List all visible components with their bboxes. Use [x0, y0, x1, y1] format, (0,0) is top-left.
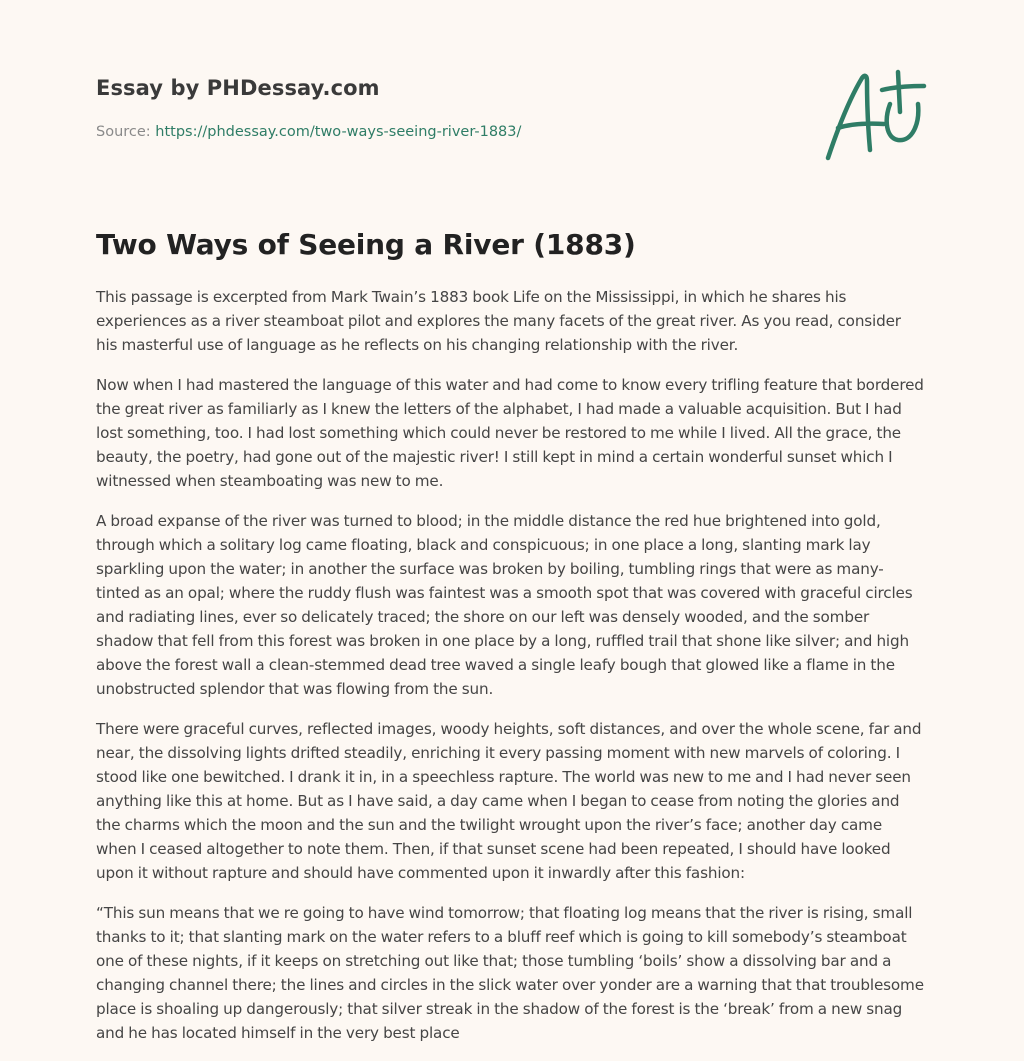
essay-body [96, 285, 926, 1061]
essay-paragraph: “This sun means that we re going to have wind tomorrow; that floating log means that the river is rising, small thanks to it; that slanting mark on the water refers to a bluff reef which is going to kill somebody’s steamboat one of these nights, if it keeps on stretching out like that; those tumbling ‘boils’ show a dissolving bar and a changing channel there; the lines and circles in the slick water over yonder are a warning that that troublesome place is shoaling up dangerously; that silver streak in the shadow of the forest is the ‘break’ from a new snag and he has located himself in the very best place [96, 904, 924, 1042]
essay-title: Two Ways of Seeing a River (1883) [96, 228, 636, 261]
essay-paragraph: A broad expanse of the river was turned to blood; in the middle distance the red hue brightened into gold, through which a solitary log came floating, black and conspicuous; in one place a long, slanting mark lay sparkling upon the water; in another the surface was broken by boiling, tumbling rings that were as many-tinted as an opal; where the ruddy flush was faintest was a smooth spot that was covered with graceful circles and radiating lines, ever so delicately traced; the shore on our left was densely wooded, and the somber shadow that fell from this forest was broken in one place by a long, ruffled trail that shone like silver; and high above the forest wall a clean-stemmed dead tree waved a single leafy bough that glowed like a flame in the unobstructed splendor that was flowing from the sun. [96, 512, 913, 698]
essay-paragraph: There were graceful curves, reflected images, woody heights, soft distances, and over the whole scene, far and near, the dissolving lights drifted steadily, enriching it every passing moment with new marvels of coloring. I stood like one bewitched. I drank it in, in a speechless rapture. The world was new to me and I had never seen anything like this at home. But as I have said, a day came when I began to cease from noting the glories and the charms which the moon and the sun and the twilight wrought upon the river’s face; another day came when I ceased altogether to note them. Then, if that sunset scene had been repeated, I should have looked upon it without rapture and should have commented upon it inwardly after this fashion: [96, 720, 922, 882]
source-label: Source: [96, 124, 156, 140]
essay-paragraph: This passage is excerpted from Mark Twain’s 1883 book Life on the Mississippi, in which he shares his experiences as a river steamboat pilot and explores the many facets of the great river. As you read, consider his masterful use of language as he reflects on his changing relationship with the river. [96, 288, 901, 354]
site-brand: Essay by PHDessay.com [96, 76, 380, 100]
essay-paragraph: Now when I had mastered the language of this water and had come to know every trifling feature that bordered the great river as familiarly as I knew the letters of the alphabet, I had made a valuable acquisition. But I had lost something, too. I had lost something which could never be restored to me while I lived. All the grace, the beauty, the poetry, had gone out of the majestic river! I still kept in mind a certain wonderful sunset which I witnessed when steamboating was new to me. [96, 376, 924, 490]
a-plus-grade-icon [824, 68, 928, 164]
source-line [96, 124, 521, 140]
source-link[interactable]: https://phdessay.com/two-ways-seeing-river-1883/ [155, 124, 522, 140]
